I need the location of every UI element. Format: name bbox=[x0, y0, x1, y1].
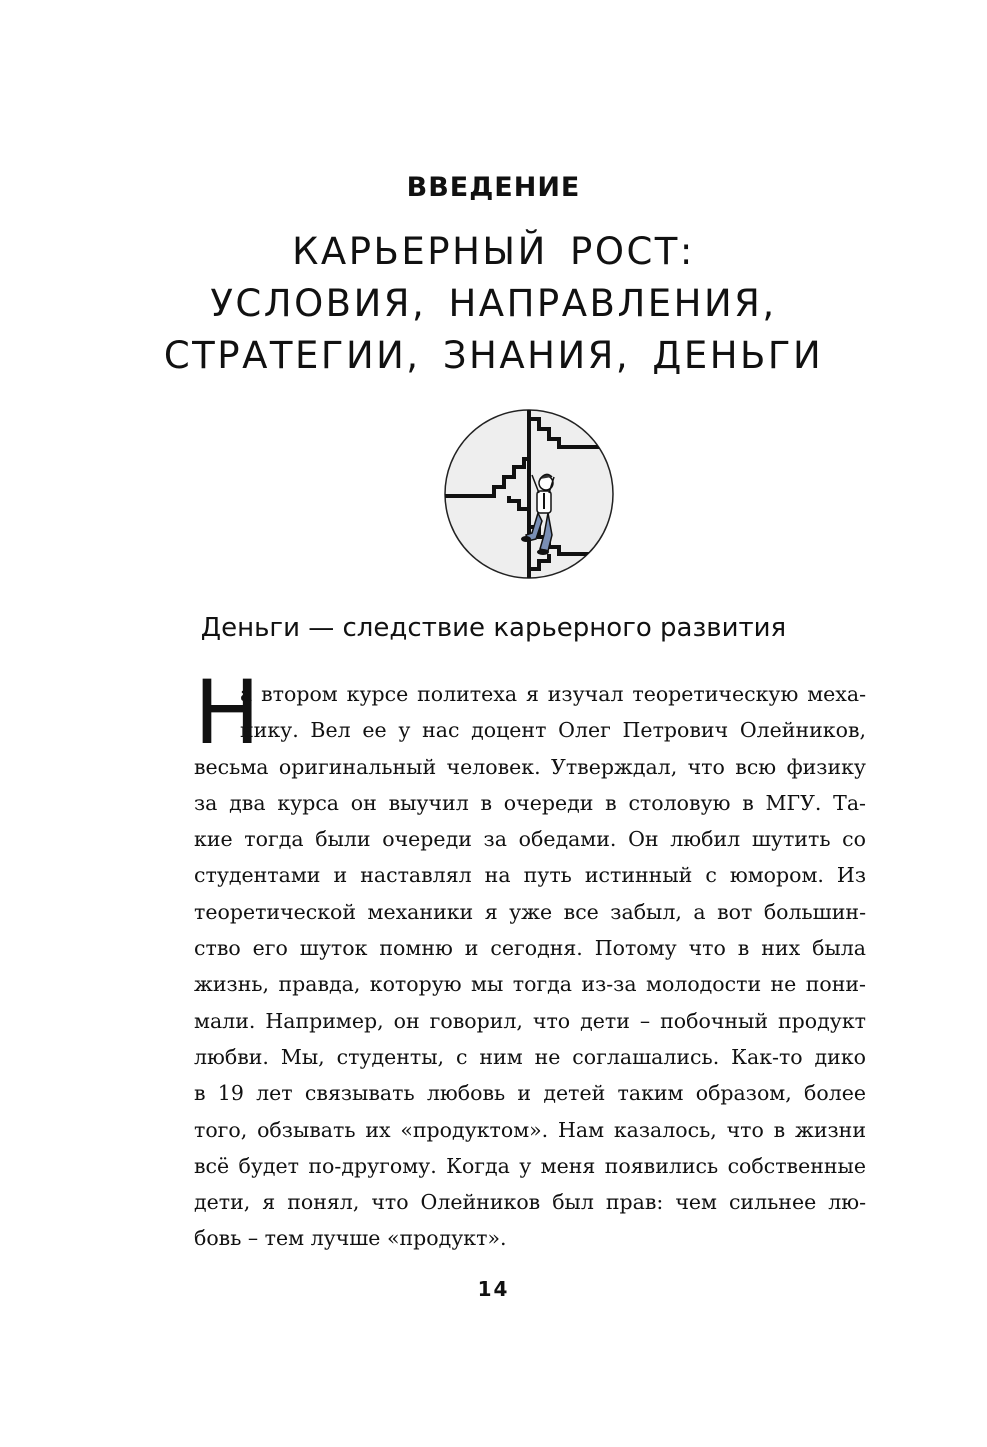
body-line: кие тогда были очереди за обедами. Он любил шутить со bbox=[194, 827, 866, 852]
body-line: студентами и наставлял на путь истинный с юмором. Из bbox=[194, 863, 866, 888]
chapter-title-line-2: УСЛОВИЯ, НАПРАВЛЕНИЯ, bbox=[210, 282, 777, 325]
body-line: любви. Мы, студенты, с ним не соглашались. Как-то дико bbox=[194, 1044, 866, 1069]
body-line: за два курса он выучил в очереди в столовую в МГУ. Та- bbox=[194, 790, 866, 815]
climbing-man-staircase-icon bbox=[444, 409, 614, 579]
page-number: 14 bbox=[477, 1277, 510, 1301]
body-line: бовь – тем лучше «продукт». bbox=[194, 1226, 507, 1251]
body-line: теоретической механики я уже все забыл, а вот большин- bbox=[194, 899, 866, 924]
body-paragraph bbox=[194, 661, 866, 1257]
chapter-title-line-3: СТРАТЕГИИ, ЗНАНИЯ, ДЕНЬГИ bbox=[163, 334, 824, 377]
body-line: в 19 лет связывать любовь и детей таким образом, более bbox=[194, 1081, 866, 1106]
body-line: всё будет по-другому. Когда у меня появились собственные bbox=[194, 1153, 866, 1178]
body-line: того, обзывать их «продуктом». Нам казалось, что в жизни bbox=[194, 1117, 866, 1142]
body-line: мали. Например, он говорил, что дети – побочный продукт bbox=[194, 1008, 866, 1033]
body-line: дети, я понял, что Олейников был прав: чем сильнее лю- bbox=[194, 1190, 866, 1215]
body-line: весьма оригинальный человек. Утверждал, что всю физику bbox=[194, 754, 866, 779]
drop-cap: Н bbox=[194, 661, 261, 764]
body-line: жизнь, правда, которую мы тогда из-за молодости не пони- bbox=[194, 972, 866, 997]
chapter-title bbox=[0, 226, 987, 382]
chapter-kicker: ВВЕДЕНИЕ bbox=[406, 172, 581, 203]
body-line: ство его шуток помню и сегодня. Потому что в них была bbox=[194, 936, 866, 961]
chapter-title-line-1: КАРЬЕРНЫЙ РОСТ: bbox=[292, 230, 695, 273]
section-subtitle: Деньги — следствие карьерного развития bbox=[200, 613, 787, 643]
body-line: нику. Вел ее у нас доцент Олег Петрович Олейников, bbox=[240, 718, 866, 743]
body-line: а втором курсе политеха я изучал теоретическую меха- bbox=[240, 682, 866, 706]
